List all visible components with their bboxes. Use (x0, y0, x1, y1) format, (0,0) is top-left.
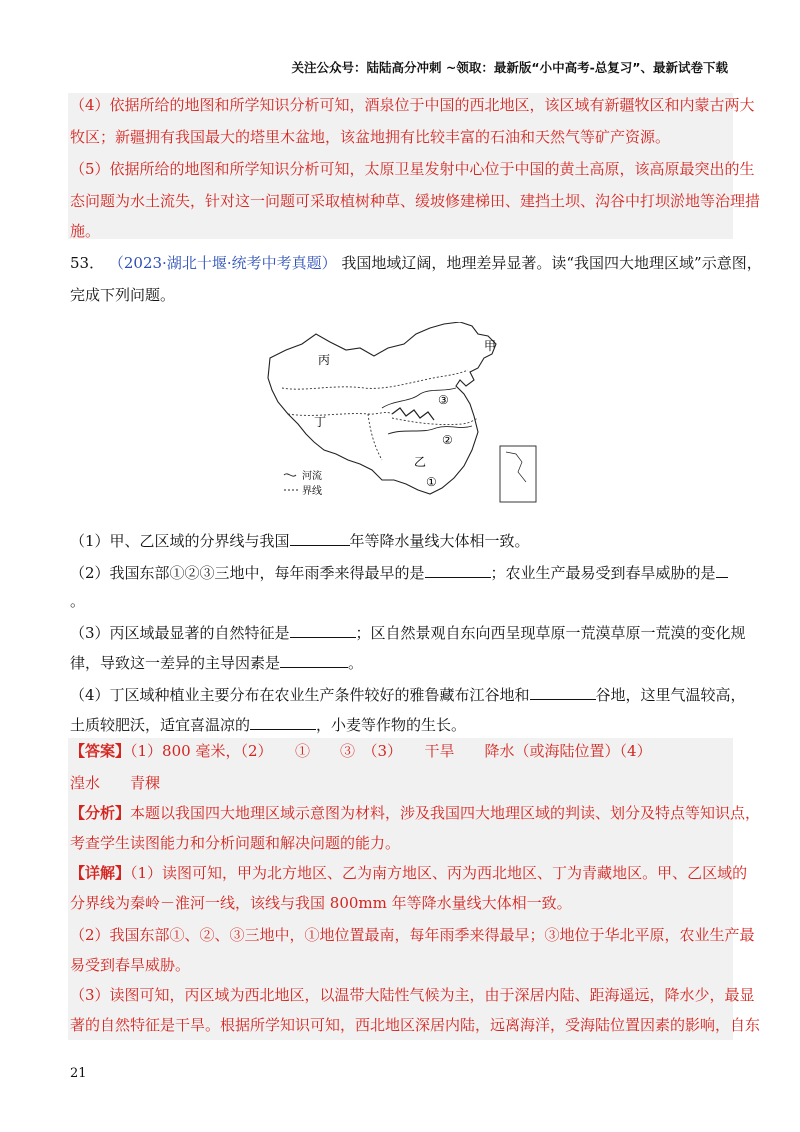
detail-line5: （3）读图可知，丙区域为西北地区，以温带大陆性气候为主，由于深居内陆、距海遥远，降水少，最显 (70, 986, 755, 1004)
question-source: （2023·湖北十堰·统考中考真题） (108, 254, 337, 272)
detail-tag: 【详解】 (70, 864, 131, 882)
q4-blank-1[interactable] (530, 684, 596, 700)
detail-line2: 分界线为秦岭－淮河一线，该线与我国 800mm 年等降水量线大体相一致。 (70, 894, 572, 912)
page-number: 21 (70, 1066, 87, 1081)
detail-line6: 著的自然特征是干旱。根据所学知识可知，西北地区深居内陆，远离海洋，受海陆位置因素的影响，自东 (70, 1016, 761, 1034)
label-site-1: ① (426, 475, 437, 489)
q4-line2: 土质较肥沃，适宜喜温凉的 ，小麦等作物的生长。 (70, 716, 467, 734)
analysis-tag: 【分析】 (70, 804, 131, 822)
q3-blank-2[interactable] (280, 652, 348, 668)
analysis-line1: 【分析】本题以我国四大地理区域示意图为材料，涉及我国四大地理区域的判读、划分及特点等知识点， (70, 804, 761, 822)
q2-blank-1[interactable] (425, 562, 491, 578)
prev-answer-p4-line1: （4）依据所给的地图和所学知识分析可知，酒泉位于中国的西北地区，该区域有新疆牧区和内蒙古两大 (70, 96, 755, 114)
question-number: 53． (70, 254, 105, 272)
answer-line2: 湟水 青稞 (70, 774, 161, 792)
answer-line1: 【答案】（1）800 毫米，（2） ① ③ （3） 干旱 降水（或海陆位置）（4） (70, 742, 652, 760)
detail-line3: （2）我国东部①、②、③三地中，①地位置最南，每年雨季来得最早；③地位于华北平原，农业生产最 (70, 926, 755, 944)
q4-line: （4）丁区域种植业主要分布在农业生产条件较好的雅鲁藏布江谷地和 谷地，这里气温较高， (70, 686, 746, 704)
south-china-sea-inset (500, 446, 536, 502)
label-yi: 乙 (414, 455, 427, 469)
label-site-3: ③ (438, 393, 449, 407)
q3-blank-1[interactable] (290, 622, 356, 638)
label-site-2: ② (442, 433, 453, 447)
question-stem-line2: 完成下列问题。 (70, 286, 176, 304)
q1-blank[interactable] (290, 530, 350, 546)
q3-line2: 律，导致这一差异的主导因素是 。 (70, 654, 364, 672)
label-ding: 丁 (314, 415, 327, 429)
detail-line1: 【详解】（1）读图可知，甲为北方地区、乙为南方地区、丙为西北地区、丁为青藏地区。甲、乙区域的 (70, 864, 748, 882)
legend-river-symbol (284, 474, 296, 476)
china-regions-map (264, 322, 540, 510)
prev-answer-p5-line1: （5）依据所给的地图和所学知识分析可知，太原卫星发射中心位于中国的黄土高原，该高原最突出的生 (70, 160, 755, 178)
rivers (382, 388, 472, 434)
q2-line: （2）我国东部①②③三地中，每年雨季来得最早的是 ；农业生产最易受到春旱威胁的是 (70, 562, 728, 581)
legend-boundary-label: 界线 (302, 486, 322, 497)
label-jia: 甲 (484, 339, 497, 353)
answer-tag: 【答案】 (70, 742, 131, 760)
q3-line: （3）丙区域最显著的自然特征是 ；区自然景观自东向西呈现草原一荒漠草原一荒漠的变化规 (70, 624, 746, 642)
question-stem: 我国地域辽阔，地理差异显著。读“我国四大地理区域”示意图， (341, 254, 762, 272)
question-stem-line1 (70, 256, 762, 271)
q2-blank-2[interactable] (716, 562, 728, 578)
prev-answer-p5-line2: 态问题为水土流失，针对这一问题可采取植树种草、缓坡修建梯田、建挡土坝、沟谷中打坝淤地等治理措 (70, 192, 761, 210)
page-header: 关注公众号：陆陆高分冲刺 ~领取：最新版“小中高考-总复习”、最新试卷下载 (291, 60, 728, 75)
label-bing: 丙 (318, 353, 331, 367)
prev-answer-p4-line2: 牧区；新疆拥有我国最大的塔里木盆地，该盆地拥有比较丰富的石油和天然气等矿产资源。 (70, 128, 671, 146)
q4-blank-2[interactable] (250, 714, 316, 730)
prev-answer-p5-line3: 施。 (70, 222, 101, 240)
q2-line2: 。 (70, 592, 86, 610)
legend-river-label: 河流 (302, 471, 322, 482)
detail-line4: 易受到春旱威胁。 (70, 956, 191, 974)
q1-line: （1）甲、乙区域的分界线与我国 年等降水量线大体相一致。 (70, 532, 530, 550)
analysis-line2: 考查学生读图能力和分析问题和解决问题的能力。 (70, 834, 401, 852)
